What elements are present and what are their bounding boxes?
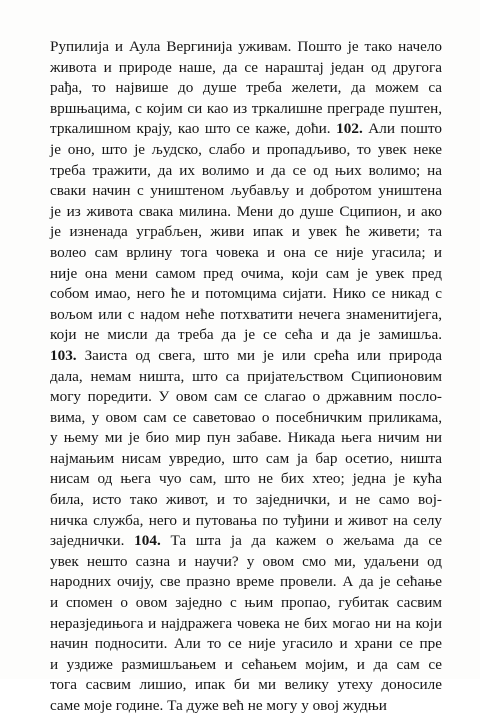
section-number: 103. xyxy=(50,346,77,364)
text-line xyxy=(50,37,442,58)
text-run: дала, немам ништа, што са пријатељством Сципионовим xyxy=(50,367,442,385)
text-line xyxy=(50,593,442,614)
text-line xyxy=(50,469,442,490)
text-line xyxy=(50,428,442,449)
text-line xyxy=(50,634,442,655)
text-run: била, исто тако живот, и то заједнички, и не само вој- xyxy=(50,491,442,509)
text-run: најмањим нисам увредио, што сам ја бар осетио, ништа xyxy=(50,449,442,467)
text-run: тога сасвим лишио, ипак би ми велику утеху доносиле xyxy=(50,676,442,694)
text-line xyxy=(50,140,442,161)
text-line xyxy=(50,161,442,182)
text-line xyxy=(50,531,442,552)
section-number: 102. xyxy=(336,120,363,138)
text-run: није она мени самом пред очима, који сам је увек пред xyxy=(50,264,442,282)
text-line xyxy=(50,367,442,388)
text-run: саме моје године. Та дуже већ не могу у овој жудњи xyxy=(50,697,387,714)
text-run: ничка служба, него и путовања по туђини и живот на селу xyxy=(50,511,442,529)
text-run: у њему ми је био мир пун забаве. Никада њега ничим ни xyxy=(50,429,442,447)
text-line xyxy=(50,572,442,593)
text-run: је изненада уграбљен, живи ипак и увек ће живети; та xyxy=(50,223,442,241)
text-run: треба тражити, да их волимо и да се од њих волимо; на xyxy=(50,161,442,179)
text-run: начин подносити. Али то се није угасило и храни се пре xyxy=(50,635,442,653)
text-line xyxy=(50,490,442,511)
text-line xyxy=(50,243,442,264)
text-run: вима, у овом сам се саветовао о посебничким приликама, xyxy=(50,408,442,426)
text-run: и спомен о овом заједно с њим пропао, губитак сасвим xyxy=(50,594,442,612)
text-line xyxy=(50,387,442,408)
text-line xyxy=(50,675,442,696)
text-run: вршњацима, с којим си као из тркалишне преграде пуштен, xyxy=(50,99,442,117)
text-line xyxy=(50,696,442,717)
text-run: нисам од њега чуо сам, што не бих хтео; једна је кућа xyxy=(50,470,442,488)
text-line xyxy=(50,408,442,429)
text-run: народних очију, све празно време провели. А да је сећање xyxy=(50,573,442,591)
text-line xyxy=(50,181,442,202)
text-run: Али пошто xyxy=(362,120,443,138)
section-number: 104. xyxy=(134,532,161,550)
text-run: увек нешто сазна и научи? у овом смо ми, удаљени од xyxy=(50,552,442,570)
text-run: је из живота свака милина. Мени до душе Сципион, и ако xyxy=(50,202,442,220)
text-run: тркалишном крају, као што се каже, доћи. xyxy=(50,120,337,138)
text-line xyxy=(50,284,442,305)
text-run: рађа, то највише до душе треба желети, да можем са xyxy=(50,79,442,97)
body-text xyxy=(50,37,442,717)
text-run: је оно, што је људско, слабо и пропадљиво, то увек неке xyxy=(50,140,442,158)
text-line xyxy=(50,222,442,243)
text-line xyxy=(50,305,442,326)
text-run: волео сам врлину тога човека и она се није угасила; и xyxy=(50,243,442,261)
text-line xyxy=(50,449,442,470)
text-line xyxy=(50,655,442,676)
text-run: могу поредити. У овом сам се слагао о државним посло- xyxy=(50,388,442,406)
text-run: Заиста од свега, што ми је или срећа или природа xyxy=(76,346,442,364)
text-line xyxy=(50,58,442,79)
text-run: сваки начин с уништеном љубављу и добротом уништена xyxy=(50,182,442,200)
text-run: Та шта ја да кажем о жељама да се xyxy=(160,532,443,550)
text-line xyxy=(50,119,442,140)
text-run: неразједињога и најдражега човека не бих могао ни на који xyxy=(50,614,442,632)
text-run: собом имао, него ће и потомцима сијати. Нико се никад с xyxy=(50,285,442,303)
text-line xyxy=(50,99,442,120)
text-run: заједнички. xyxy=(50,532,135,550)
text-run: вољом или с надом неће потхватити нечега знаменитијега, xyxy=(50,305,442,323)
text-line xyxy=(50,264,442,285)
text-line xyxy=(50,325,442,346)
text-line xyxy=(50,552,442,573)
text-line xyxy=(50,614,442,635)
text-run: који не мисли да треба да је се сећа и да је замишља. xyxy=(50,326,442,344)
text-line xyxy=(50,346,442,367)
text-run: Рупилија и Аула Вергинија уживам. Пошто је тако начело xyxy=(50,38,442,55)
text-run: и уздиже размишљањем и сећањем мојим, и да сам се xyxy=(50,655,442,673)
text-line xyxy=(50,78,442,99)
text-line xyxy=(50,511,442,532)
text-run: живота и природе наше, да се нараштај један од другога xyxy=(50,58,442,76)
text-line xyxy=(50,202,442,223)
